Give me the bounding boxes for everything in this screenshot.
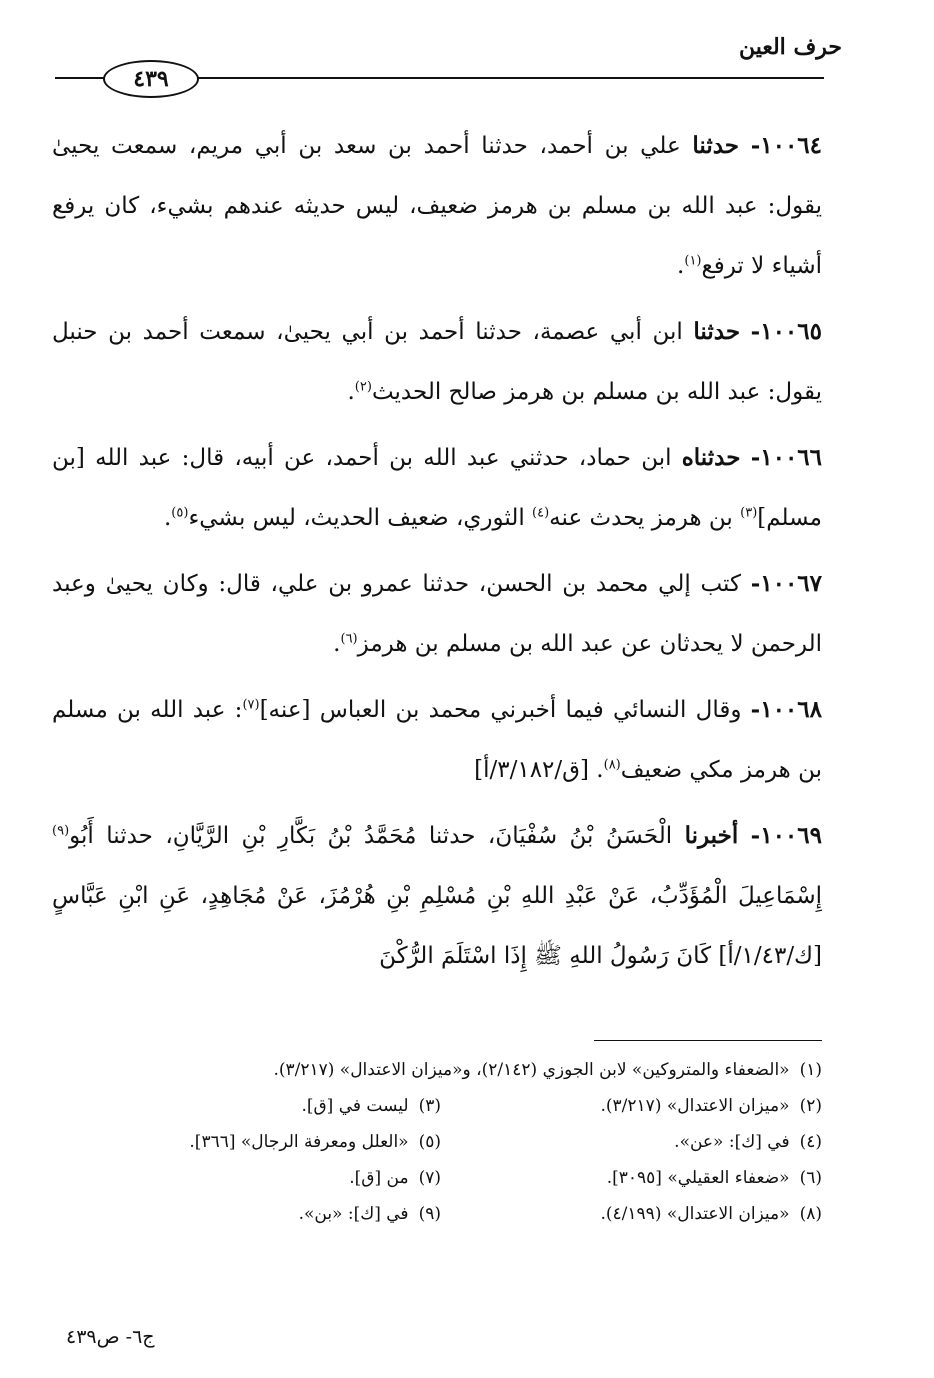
footnote-row <box>60 1052 822 1088</box>
footnote-text: في [ك]: «بن». <box>298 1204 409 1224</box>
hadith-entry <box>52 428 822 548</box>
footnote <box>60 1052 822 1088</box>
entry-text: الثوري، ضعيف الحديث، ليس بشيء <box>188 505 533 531</box>
footnote-marker: (٢) <box>354 379 372 395</box>
footnote-number: (٣) <box>418 1096 441 1116</box>
footnote-rule <box>594 1040 822 1041</box>
hadith-entry <box>52 680 822 800</box>
footnote-marker: (٩) <box>52 823 70 839</box>
footnote-number: (٦) <box>799 1168 822 1188</box>
footnote-text: «ضعفاء العقيلي» [٣٠٩٥]. <box>606 1168 790 1188</box>
footnote-marker: (٧) <box>242 697 260 713</box>
footnote-text: من [ق]. <box>349 1168 409 1188</box>
page-number: ٤٣٩ <box>133 66 169 92</box>
footnote-text: «ميزان الاعتدال» (٣/٢١٧). <box>600 1096 790 1116</box>
entry-number: ١٠٠٦٧- <box>750 570 823 597</box>
entry-number: ١٠٠٦٦- <box>750 444 823 471</box>
footnote-number: (٤) <box>799 1132 822 1152</box>
footnote <box>60 1088 441 1124</box>
entry-text: . <box>677 253 685 279</box>
footnote-text: في [ك]: «عن». <box>674 1132 790 1152</box>
footnote <box>441 1196 822 1232</box>
entry-text: الْحَسَنُ بْنُ سُفْيَانَ، حدثنا مُحَمَّدُ بْنُ بَكَّارِ بْنِ الرَّيَّانِ، حدثنا أَبُو <box>69 823 673 849</box>
entry-text: وقال النسائي فيما أخبرني محمد بن العباس [عنه] <box>259 697 742 723</box>
footnote <box>441 1124 822 1160</box>
footnote <box>441 1088 822 1124</box>
entry-keyword: حدثنا <box>693 318 741 345</box>
entry-keyword: حدثناه <box>681 444 741 471</box>
entry-text: . <box>333 631 341 657</box>
entry-text: . <box>163 505 172 531</box>
entry-text: علي بن أحمد، حدثنا أحمد بن سعد بن أبي مريم، سمعت يحيىٰ يقول: عبد الله بن مسلم بن هرمز ضعيف، ليس حديثه عندهم بشيء، كان يرفع أشياء لا ترفع <box>52 133 822 279</box>
footnote-number: (٢) <box>799 1096 822 1116</box>
footnote-row <box>60 1160 822 1196</box>
footnote-marker: (١) <box>684 253 702 269</box>
footnote-row <box>60 1196 822 1232</box>
entry-number: ١٠٠٦٥- <box>750 318 822 345</box>
entry-keyword: أخبرنا <box>684 822 739 849</box>
footnote-marker: (٤) <box>532 505 550 521</box>
main-text <box>52 116 822 992</box>
hadith-entry <box>52 554 822 674</box>
entry-text: بن هرمز يحدث عنه <box>549 505 741 531</box>
footnote-marker: (٣) <box>740 505 758 521</box>
entry-text: : عبد الله بن مسلم بن هرمز مكي ضعيف <box>52 697 822 783</box>
footnote-number: (٩) <box>418 1204 441 1224</box>
footnote <box>60 1124 441 1160</box>
footnote-number: (٨) <box>799 1204 822 1224</box>
footnote-text: ليست في [ق]. <box>301 1096 409 1116</box>
entry-text: ابن أبي عصمة، حدثنا أحمد بن أبي يحيىٰ، سمعت أحمد بن حنبل يقول: عبد الله بن مسلم بن هرمز صالح الحديث <box>52 319 822 405</box>
footnote-row <box>60 1124 822 1160</box>
entry-text: ابن حماد، حدثني عبد الله بن أحمد، عن أبيه، قال: عبد الله [بن مسلم] <box>52 445 822 531</box>
footnote-text: «الضعفاء والمتروكين» لابن الجوزي (٢/١٤٢)، و«ميزان الاعتدال» (٣/٢١٧). <box>273 1060 790 1080</box>
footnote-marker: (٥) <box>171 505 189 521</box>
entry-number: ١٠٠٦٩- <box>750 822 822 849</box>
footnote-marker: (٨) <box>603 757 621 773</box>
hadith-entry <box>52 806 822 986</box>
footnote-text: «العلل ومعرفة الرجال» [٣٦٦]. <box>189 1132 409 1152</box>
entry-text: كتب إلي محمد بن الحسن، حدثنا عمرو بن علي، قال: وكان يحيىٰ وعبد الرحمن لا يحدثان عن عبد الله بن مسلم بن هرمز <box>52 571 822 657</box>
entry-number: ١٠٠٦٤- <box>750 132 823 159</box>
footnote <box>60 1196 441 1232</box>
footnote-number: (١) <box>799 1060 822 1080</box>
footnote-text: «ميزان الاعتدال» (٤/١٩٩). <box>600 1204 790 1224</box>
footnote-row <box>60 1088 822 1124</box>
footnote <box>60 1160 441 1196</box>
footnotes <box>60 1052 822 1232</box>
hadith-entry <box>52 302 822 422</box>
footnote-number: (٧) <box>418 1168 441 1188</box>
entry-text: . <box>347 379 355 405</box>
footnote-marker: (٦) <box>340 631 358 647</box>
footnote-number: (٥) <box>418 1132 441 1152</box>
entry-text: . [ق/٣/١٨٢/أ] <box>474 757 604 783</box>
running-header-title: حرف العين <box>738 34 842 60</box>
entry-text: إِسْمَاعِيلَ الْمُؤَدِّبُ، عَنْ عَبْدِ اللهِ بْنِ مُسْلِمِ بْنِ هُرْمُزَ، عَنْ مُجَاهِدٍ، عَنِ ابْنِ عَبَّاسٍ [ك/١/٤٣/أ] كَانَ رَسُولُ اللهِ ﷺ إِذَا اسْتَلَمَ الرُّكْنَ <box>52 883 822 969</box>
volume-page-reference: ج٦- ص٤٣٩ <box>66 1326 155 1348</box>
entry-keyword: حدثنا <box>692 132 740 159</box>
footnote <box>441 1160 822 1196</box>
entry-number: ١٠٠٦٨- <box>750 696 822 723</box>
hadith-entry <box>52 116 822 296</box>
page-number-badge <box>103 60 199 98</box>
